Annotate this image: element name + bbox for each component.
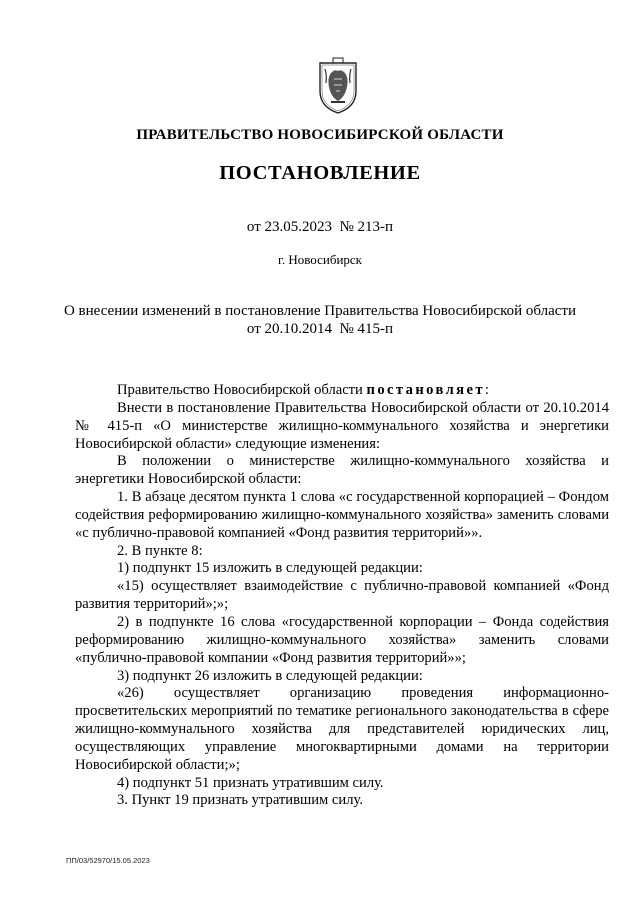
subject-line-1: О внесении изменений в постановление Правительства Новосибирской области	[63, 303, 577, 319]
organization-name: ПРАВИТЕЛЬСТВО НОВОСИБИРСКОЙ ОБЛАСТИ	[136, 127, 504, 143]
document-date-number: от 23.05.2023 № 213-п	[246, 219, 394, 235]
document-body	[75, 382, 609, 810]
document-footer-code: ПП/03/52970/15.05.2023	[66, 856, 150, 865]
coat-of-arms-icon	[316, 57, 360, 115]
intro-paragraph	[75, 382, 609, 400]
paragraph-8: 3) подпункт 26 изложить в следующей редакции:	[117, 667, 423, 684]
intro-resolves-word: постановляет	[366, 382, 485, 398]
paragraph-1: Внести в постановление Правительства Новосибирской области от 20.10.2014 № 415-п «О министерстве жилищно-коммунального хозяйства и энергетики Новосибирской области» следующие изменения:	[75, 399, 609, 452]
paragraph-4: 2. В пункте 8:	[117, 542, 203, 559]
paragraph-2: В положении о министерстве жилищно-коммунального хозяйства и энергетики Новосибирской области:	[75, 453, 609, 488]
paragraph-10: 4) подпункт 51 признать утратившим силу.	[117, 774, 384, 791]
paragraph-5: 1) подпункт 15 изложить в следующей редакции:	[117, 560, 423, 577]
document-type-title: ПОСТАНОВЛЕНИЕ	[219, 162, 421, 184]
subject-line-2: от 20.10.2014 № 415-п	[246, 321, 394, 337]
paragraph-9: «26) осуществляет организацию проведения информационно-просветительских мероприятий по тематике регионального законодательства в сфере жилищно-коммунального хозяйства для представителей юридических лиц, осуществляющих управление многоквартирными домами на территории Новосибирской области;»;	[75, 685, 609, 773]
document-subject	[50, 302, 590, 338]
document-city: г. Новосибирск	[277, 252, 362, 267]
paragraph-11: 3. Пункт 19 признать утратившим силу.	[117, 792, 363, 809]
paragraph-3: 1. В абзаце десятом пункта 1 слова «с государственной корпорацией – Фондом содействия реформированию жилищно-коммунального хозяйства» заменить словами «с публично-правовой компанией «Фонд развития территорий»».	[75, 489, 609, 541]
paragraph-7: 2) в подпункте 16 слова «государственной корпорации – Фонда содействия реформированию жилищно-коммунального хозяйства» заменить словами «публично-правовой компании «Фонд развития территорий»»;	[75, 613, 609, 666]
intro-text: Правительство Новосибирской области	[117, 382, 367, 398]
paragraph-6: «15) осуществляет взаимодействие с публично-правовой компанией «Фонд развития территорий»;»;	[75, 578, 609, 613]
intro-colon: :	[484, 382, 489, 398]
